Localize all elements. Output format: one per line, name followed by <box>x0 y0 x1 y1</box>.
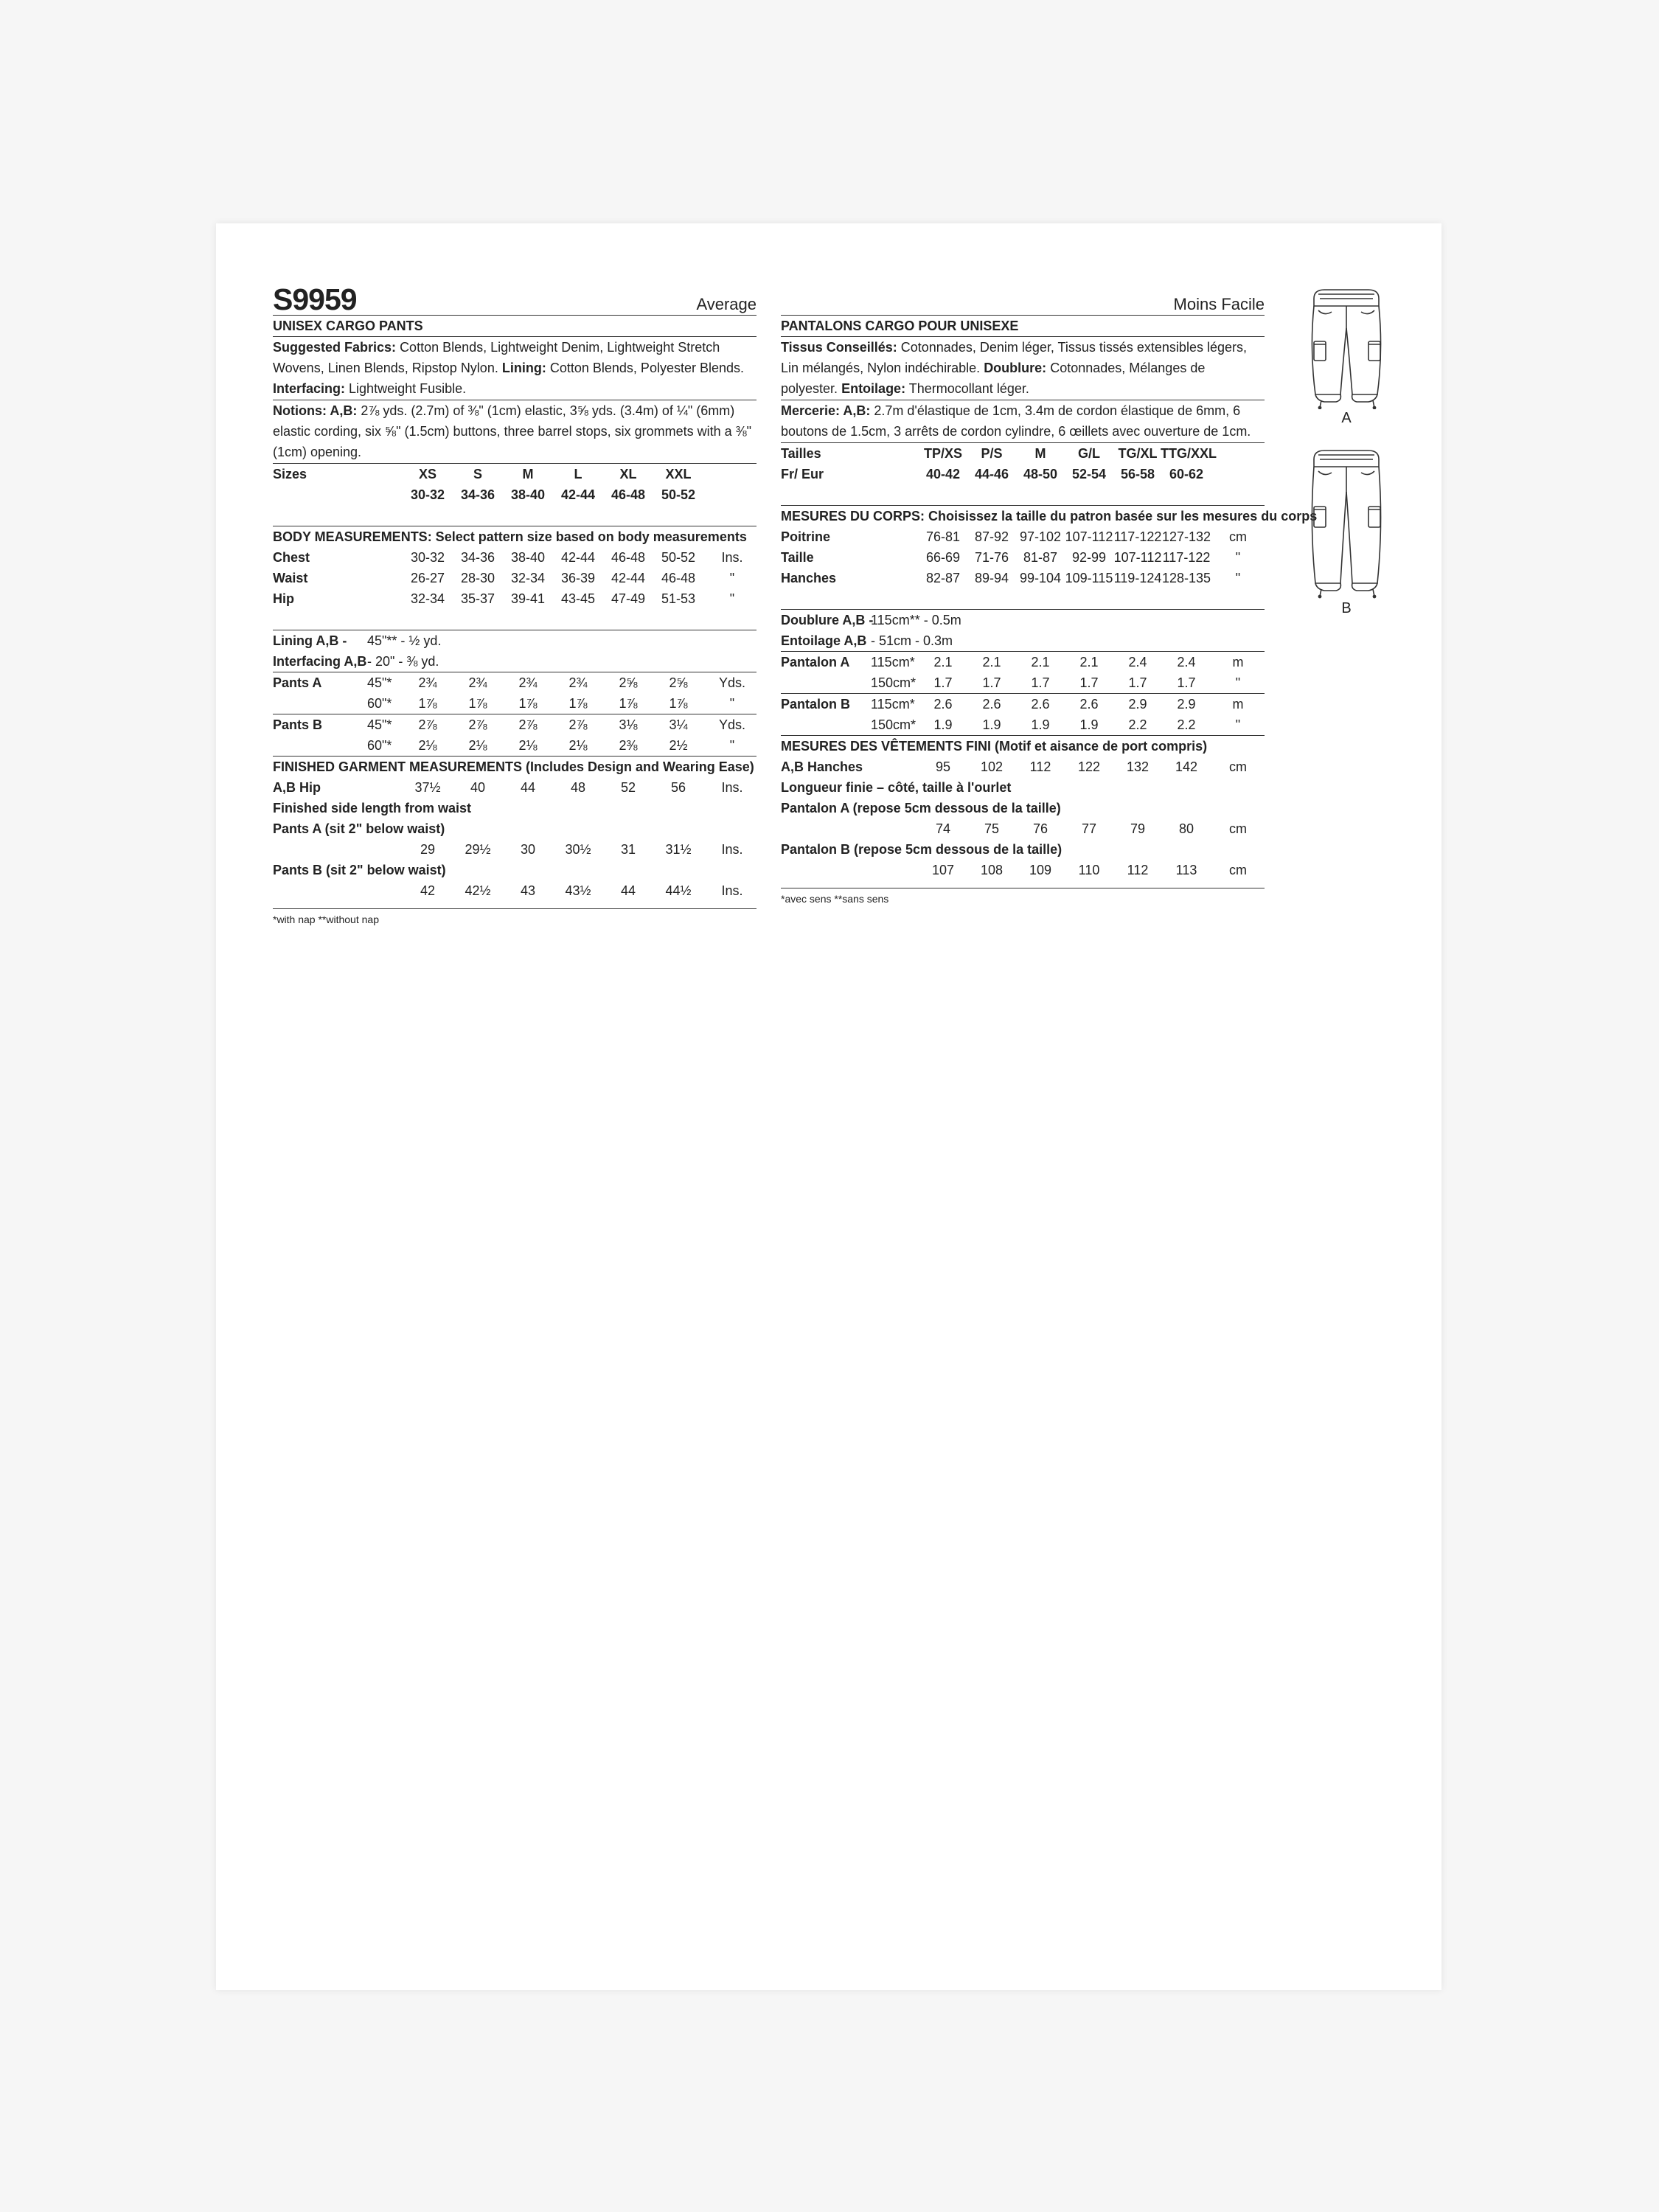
value-cell: 2⅝ <box>669 675 688 690</box>
body-measurements-block <box>781 506 1318 610</box>
unit-cell: Yds. <box>718 675 746 690</box>
value-cell: 89-94 <box>974 571 1009 585</box>
value-cell: 127-132 <box>1161 529 1211 544</box>
side-length-label-row <box>781 777 1265 798</box>
value-cell: 2⅞ <box>468 717 487 732</box>
value-cell: 1.7 <box>1177 675 1196 690</box>
body-row-waist <box>273 568 757 588</box>
size-cell: TTG/XXL <box>1161 446 1217 461</box>
length-values-row <box>273 880 757 901</box>
value-cell: 2⅛ <box>568 738 588 753</box>
value-cell: 35-37 <box>460 591 495 606</box>
size-range-cell: 48-50 <box>1023 467 1058 481</box>
header-row <box>781 276 1265 316</box>
value-cell: 42-44 <box>611 571 646 585</box>
side-length-label-row <box>273 798 757 818</box>
row-label: Pants A (sit 2" below waist) <box>273 821 445 836</box>
size-range-row <box>273 484 757 505</box>
size-cell: TP/XS <box>923 446 962 461</box>
body-row-chest <box>781 526 1265 547</box>
unit-cell: cm <box>1229 821 1247 836</box>
value-cell: 2⅞ <box>518 717 538 732</box>
value-cell: 2.2 <box>1177 717 1196 732</box>
unit-cell: " <box>1235 550 1241 565</box>
value-cell: 119-124 <box>1113 571 1162 585</box>
value-cell: 2⅛ <box>468 738 487 753</box>
size-cell: P/S <box>981 446 1003 461</box>
unit-cell: Ins. <box>721 550 743 565</box>
value-cell: 39-41 <box>510 591 546 606</box>
value-cell: 42 <box>420 883 436 898</box>
row-label: A,B Hanches <box>781 759 863 774</box>
value-cell: 2.4 <box>1128 655 1147 669</box>
body-row-waist <box>781 547 1265 568</box>
lining-label: Lining A,B - <box>273 633 347 648</box>
unit-cell: cm <box>1229 529 1247 544</box>
side-length-label: Longueur finie – côté, taille à l'ourlet <box>781 780 1012 795</box>
unit-cell: Yds. <box>718 717 746 732</box>
row-label: Pantalon B (repose 5cm dessous de la taille) <box>781 842 1062 857</box>
unit-cell: " <box>729 591 735 606</box>
value-cell: 44½ <box>665 883 692 898</box>
value-cell: 1.9 <box>1079 717 1099 732</box>
value-cell: 2⅛ <box>518 738 538 753</box>
finished-measurements-block <box>273 757 757 909</box>
value-cell: 32-34 <box>410 591 445 606</box>
notions-label: Notions: A,B: <box>273 403 358 418</box>
french-column <box>781 276 1318 906</box>
value-cell: 26-27 <box>410 571 445 585</box>
yardage-row <box>781 714 1265 735</box>
value-cell: 102 <box>980 759 1004 774</box>
value-cell: 1.9 <box>933 717 953 732</box>
value-cell: 1⅞ <box>669 696 688 711</box>
value-cell: 112 <box>1029 759 1051 774</box>
header-row <box>273 276 757 316</box>
notions-text: 2.7m d'élastique de 1cm, 3.4m de cordon élastique de 6mm, 6 boutons de 1.5cm, 3 arrêts de cordon cylindre, 6 œillets avec ouverture de 1cm. <box>781 403 1251 439</box>
row-label: Taille <box>781 550 814 565</box>
value-cell: 1⅞ <box>518 696 538 711</box>
sizes-block <box>273 464 757 526</box>
lining-fabric-label: Lining: <box>501 361 546 375</box>
unit-cell: " <box>729 696 735 711</box>
value-cell: 2.6 <box>1031 697 1050 712</box>
value-cell: 1⅞ <box>619 696 638 711</box>
row-label: Hanches <box>781 571 837 585</box>
row-label: Hip <box>273 591 294 606</box>
yardage-row <box>273 735 757 756</box>
size-range-cell: 44-46 <box>974 467 1009 481</box>
length-values-row <box>781 860 1265 880</box>
sizes-block <box>781 443 1265 506</box>
value-cell: 82-87 <box>925 571 961 585</box>
size-range-cell: 40-42 <box>925 467 961 481</box>
value-cell: 79 <box>1130 821 1146 836</box>
yardage-row <box>781 694 1265 714</box>
value-cell: 2⅜ <box>619 738 638 753</box>
unit-cell: " <box>1235 571 1241 585</box>
value-cell: 107-112 <box>1065 529 1113 544</box>
body-measurements-block <box>273 526 757 630</box>
value-cell: 95 <box>935 759 951 774</box>
interfacing-yardage: - 51cm - 0.3m <box>871 633 953 648</box>
value-cell: 2.2 <box>1128 717 1147 732</box>
interfacing-row <box>273 651 757 672</box>
footnote: *avec sens **sans sens <box>781 893 889 905</box>
row-label: Poitrine <box>781 529 831 544</box>
notions-label: Mercerie: A,B: <box>781 403 871 418</box>
fabric-width: 45"* <box>367 675 392 690</box>
length-label-row <box>781 798 1265 818</box>
value-cell: 31½ <box>665 842 692 857</box>
value-cell: 42½ <box>465 883 491 898</box>
finished-header <box>781 736 1265 757</box>
value-cell: 48 <box>570 780 586 795</box>
value-cell: 52 <box>620 780 636 795</box>
value-cell: 56 <box>670 780 686 795</box>
fabric-width: 150cm* <box>871 717 917 732</box>
value-cell: 80 <box>1178 821 1194 836</box>
hip-row <box>781 757 1265 777</box>
value-cell: 112 <box>1127 863 1149 877</box>
row-label: Chest <box>273 550 310 565</box>
yardage-row <box>273 693 757 714</box>
lining-interfacing-block <box>781 610 1265 652</box>
unit-cell: Ins. <box>721 842 743 857</box>
value-cell: 2.6 <box>982 697 1001 712</box>
value-cell: 2.1 <box>1031 655 1050 669</box>
body-measurements-title: BODY MEASUREMENTS: Select pattern size based on body measurements <box>273 529 747 544</box>
value-cell: 2.1 <box>982 655 1001 669</box>
value-cell: 38-40 <box>510 550 546 565</box>
size-range-cell: 34-36 <box>460 487 495 502</box>
pants-b-yardage-block <box>781 694 1265 736</box>
value-cell: 113 <box>1175 863 1197 877</box>
cargo-pants-view-a-icon <box>1302 284 1391 409</box>
value-cell: 117-122 <box>1162 550 1211 565</box>
value-cell: 1.7 <box>1128 675 1147 690</box>
size-cell: M <box>522 467 534 481</box>
fabrics-text: Cotonnades, Denim léger, Tissus tissés extensibles légers, Lin mélangés, Nylon indéchirable. <box>781 340 1247 375</box>
body-measurements-title: MESURES DU CORPS: Choisissez la taille du patron basée sur les mesures du corps <box>781 509 1318 524</box>
value-cell: 128-135 <box>1161 571 1211 585</box>
value-cell: 1.7 <box>933 675 953 690</box>
fabrics-label: Suggested Fabrics: <box>273 340 397 355</box>
interfacing-fabric-label: Entoilage: <box>841 381 906 396</box>
fabrics-paragraph <box>781 337 1265 400</box>
value-cell: 51-53 <box>661 591 696 606</box>
hip-row <box>273 777 757 798</box>
value-cell: 46-48 <box>611 550 646 565</box>
value-cell: 34-36 <box>460 550 495 565</box>
unit-cell: Ins. <box>721 883 743 898</box>
unit-cell: " <box>729 571 735 585</box>
value-cell: 31 <box>620 842 636 857</box>
lining-fabric-text: Cotton Blends, Polyester Blends. <box>549 361 745 375</box>
value-cell: 2.6 <box>1079 697 1099 712</box>
value-cell: 2⅛ <box>418 738 437 753</box>
value-cell: 107 <box>931 863 955 877</box>
value-cell: 117-122 <box>1113 529 1162 544</box>
length-values-row <box>781 818 1265 839</box>
value-cell: 99-104 <box>1019 571 1062 585</box>
value-cell: 44 <box>620 883 636 898</box>
size-cell: S <box>473 467 482 481</box>
body-row-hip <box>781 568 1265 588</box>
unit-cell: m <box>1232 655 1244 669</box>
fabrics-label: Tissus Conseillés: <box>781 340 897 355</box>
unit-cell: cm <box>1229 759 1247 774</box>
fabric-width: 60"* <box>367 696 392 711</box>
value-cell: 76 <box>1032 821 1048 836</box>
value-cell: 30½ <box>565 842 591 857</box>
difficulty-label: Moins Facile <box>1173 295 1265 313</box>
size-cell: XL <box>619 467 637 481</box>
interfacing-fabric-label: Interfacing: <box>273 381 346 396</box>
unit-cell: m <box>1232 697 1244 712</box>
size-range-cell: 56-58 <box>1120 467 1155 481</box>
value-cell: 2⅞ <box>418 717 437 732</box>
sizes-row <box>273 464 757 484</box>
size-cell: XS <box>418 467 437 481</box>
value-cell: 2.4 <box>1177 655 1196 669</box>
pants-a-yardage-block <box>781 652 1265 694</box>
difficulty-label: Average <box>696 295 757 313</box>
pattern-code: S9959 <box>273 282 357 316</box>
sizes-label: Tailles <box>781 446 821 461</box>
size-range-row <box>781 464 1265 484</box>
pattern-title: PANTALONS CARGO POUR UNISEXE <box>781 316 1265 337</box>
size-range-cell: 42-44 <box>560 487 596 502</box>
fabric-width: 45"* <box>367 717 392 732</box>
body-row-hip <box>273 588 757 609</box>
value-cell: 43½ <box>565 883 591 898</box>
value-cell: 43 <box>520 883 536 898</box>
value-cell: 40 <box>470 780 486 795</box>
sizes-row <box>781 443 1265 464</box>
cargo-pants-view-b-icon <box>1302 445 1391 599</box>
value-cell: 2.1 <box>1079 655 1099 669</box>
value-cell: 1.7 <box>1031 675 1050 690</box>
lining-interfacing-block <box>273 630 757 672</box>
value-cell: 36-39 <box>560 571 596 585</box>
lining-row <box>273 630 757 651</box>
footnote: *with nap **without nap <box>273 914 379 925</box>
value-cell: 109 <box>1029 863 1052 877</box>
view-label: Pantalon A <box>781 655 850 669</box>
view-label: Pantalon B <box>781 697 851 712</box>
size-cell: L <box>574 467 582 481</box>
value-cell: 1⅞ <box>468 696 487 711</box>
pattern-envelope-back <box>216 223 1441 1990</box>
value-cell: 76-81 <box>925 529 961 544</box>
length-label-row <box>273 860 757 880</box>
value-cell: 3⅛ <box>619 717 638 732</box>
lining-fabric-label: Doublure: <box>984 361 1047 375</box>
interfacing-yardage: - 20" - ⅜ yd. <box>367 654 439 669</box>
value-cell: 122 <box>1077 759 1101 774</box>
finished-title: MESURES DES VÊTEMENTS FINI (Motif et aisance de port compris) <box>781 739 1208 754</box>
row-label: Pants B (sit 2" below waist) <box>273 863 446 877</box>
pants-a-yardage-block <box>273 672 757 714</box>
fabric-width: 150cm* <box>871 675 917 690</box>
sizes-label: Sizes <box>273 467 307 481</box>
view-label: Pants B <box>273 717 323 732</box>
value-cell: 43-45 <box>560 591 596 606</box>
pants-b-yardage-block <box>273 714 757 757</box>
length-label-row <box>273 818 757 839</box>
unit-cell: cm <box>1229 863 1247 877</box>
value-cell: 2.9 <box>1177 697 1196 712</box>
value-cell: 2.1 <box>933 655 953 669</box>
size-range-cell: 38-40 <box>510 487 546 502</box>
value-cell: 132 <box>1126 759 1150 774</box>
value-cell: 2¾ <box>418 675 437 690</box>
value-cell: 66-69 <box>925 550 961 565</box>
value-cell: 46-48 <box>661 571 696 585</box>
side-length-label: Finished side length from waist <box>273 801 472 815</box>
body-measurements-header <box>781 506 1318 526</box>
value-cell: 1⅞ <box>568 696 588 711</box>
value-cell: 74 <box>935 821 951 836</box>
value-cell: 87-92 <box>974 529 1009 544</box>
row-label: A,B Hip <box>273 780 321 795</box>
size-range-cell: 60-62 <box>1169 467 1204 481</box>
fabric-width: 60"* <box>367 738 392 753</box>
notions-text: 2⅞ yds. (2.7m) of ⅜" (1cm) elastic, 3⅝ yds. (3.4m) of ¼" (6mm) elastic cording, six ⅝" (1.5cm) buttons, three barrel stops, six grommets with a ⅜" (1cm) opening. <box>273 403 752 459</box>
fabrics-text: Cotton Blends, Lightweight Denim, Lightweight Stretch Wovens, Linen Blends, Ripstop Nylon. <box>273 340 720 375</box>
unit-cell: Ins. <box>721 780 743 795</box>
notions-paragraph <box>781 400 1265 443</box>
value-cell: 29½ <box>465 842 491 857</box>
value-cell: 2¾ <box>518 675 538 690</box>
lining-yardage: 45"** - ½ yd. <box>367 633 442 648</box>
interfacing-label: Entoilage A,B <box>781 633 867 648</box>
yardage-row <box>273 672 757 693</box>
fabric-width: 115cm* <box>871 697 915 712</box>
fabrics-paragraph <box>273 337 757 400</box>
finished-measurements-block <box>781 736 1265 888</box>
yardage-row <box>781 652 1265 672</box>
size-range-cell: 50-52 <box>661 487 696 502</box>
value-cell: 37½ <box>414 780 441 795</box>
size-range-cell: 30-32 <box>410 487 445 502</box>
value-cell: 107-112 <box>1113 550 1162 565</box>
value-cell: 81-87 <box>1023 550 1058 565</box>
value-cell: 2⅞ <box>568 717 588 732</box>
value-cell: 30-32 <box>410 550 445 565</box>
interfacing-fabric-text: Lightweight Fusible. <box>349 381 467 396</box>
value-cell: 142 <box>1175 759 1198 774</box>
finished-title: FINISHED GARMENT MEASUREMENTS (Includes Design and Wearing Ease) <box>273 759 754 774</box>
value-cell: 30 <box>520 842 536 857</box>
finished-header <box>273 757 757 777</box>
value-cell: 75 <box>984 821 1000 836</box>
row-label: Pantalon A (repose 5cm dessous de la taille) <box>781 801 1061 815</box>
value-cell: 77 <box>1081 821 1097 836</box>
value-cell: 32-34 <box>510 571 546 585</box>
size-cell: TG/XL <box>1118 446 1158 461</box>
value-cell: 42-44 <box>560 550 596 565</box>
interfacing-row <box>781 630 1265 651</box>
value-cell: 2.6 <box>933 697 953 712</box>
fabric-width: 115cm* <box>871 655 915 669</box>
unit-cell: " <box>729 738 735 753</box>
interfacing-fabric-text: Thermocollant léger. <box>908 381 1029 396</box>
value-cell: 109-115 <box>1065 571 1113 585</box>
view-b-label: B <box>1341 600 1352 616</box>
value-cell: 28-30 <box>460 571 495 585</box>
length-values-row <box>273 839 757 860</box>
value-cell: 2¾ <box>568 675 588 690</box>
size-range-label: Fr/ Eur <box>781 467 824 481</box>
value-cell: 71-76 <box>974 550 1009 565</box>
length-label-row <box>781 839 1265 860</box>
size-cell: G/L <box>1078 446 1100 461</box>
view-label: Pants A <box>273 675 322 690</box>
lining-yardage: 115cm** - 0.5m <box>871 613 961 627</box>
lining-label: Doublure A,B - <box>781 613 874 627</box>
unit-cell: " <box>1235 675 1241 690</box>
size-range-cell: 52-54 <box>1071 467 1107 481</box>
value-cell: 29 <box>420 842 436 857</box>
row-label: Waist <box>273 571 308 585</box>
value-cell: 110 <box>1078 863 1100 877</box>
value-cell: 2⅝ <box>619 675 638 690</box>
value-cell: 92-99 <box>1071 550 1107 565</box>
view-a-label: A <box>1341 410 1352 426</box>
view-illustrations <box>1302 284 1391 617</box>
value-cell: 2¾ <box>468 675 487 690</box>
value-cell: 1.9 <box>982 717 1001 732</box>
size-cell: M <box>1034 446 1046 461</box>
body-row-chest <box>273 547 757 568</box>
value-cell: 2½ <box>669 738 688 753</box>
english-column <box>273 276 757 927</box>
value-cell: 50-52 <box>661 550 696 565</box>
value-cell: 1.7 <box>1079 675 1099 690</box>
value-cell: 1.9 <box>1031 717 1050 732</box>
yardage-row <box>781 672 1265 693</box>
interfacing-label: Interfacing A,B <box>273 654 367 669</box>
yardage-row <box>273 714 757 735</box>
value-cell: 1.7 <box>982 675 1001 690</box>
value-cell: 108 <box>980 863 1004 877</box>
value-cell: 2.9 <box>1128 697 1147 712</box>
value-cell: 1⅞ <box>418 696 437 711</box>
body-measurements-header <box>273 526 757 547</box>
lining-row <box>781 610 1265 630</box>
value-cell: 97-102 <box>1019 529 1062 544</box>
pattern-title: UNISEX CARGO PANTS <box>273 316 757 337</box>
value-cell: 44 <box>520 780 536 795</box>
notions-paragraph <box>273 400 757 464</box>
lining-fabric-text: Cotonnades, Mélanges de polyester. <box>781 361 1206 396</box>
size-range-cell: 46-48 <box>611 487 646 502</box>
size-cell: XXL <box>665 467 692 481</box>
value-cell: 3¼ <box>669 717 688 732</box>
value-cell: 47-49 <box>611 591 646 606</box>
unit-cell: " <box>1235 717 1241 732</box>
